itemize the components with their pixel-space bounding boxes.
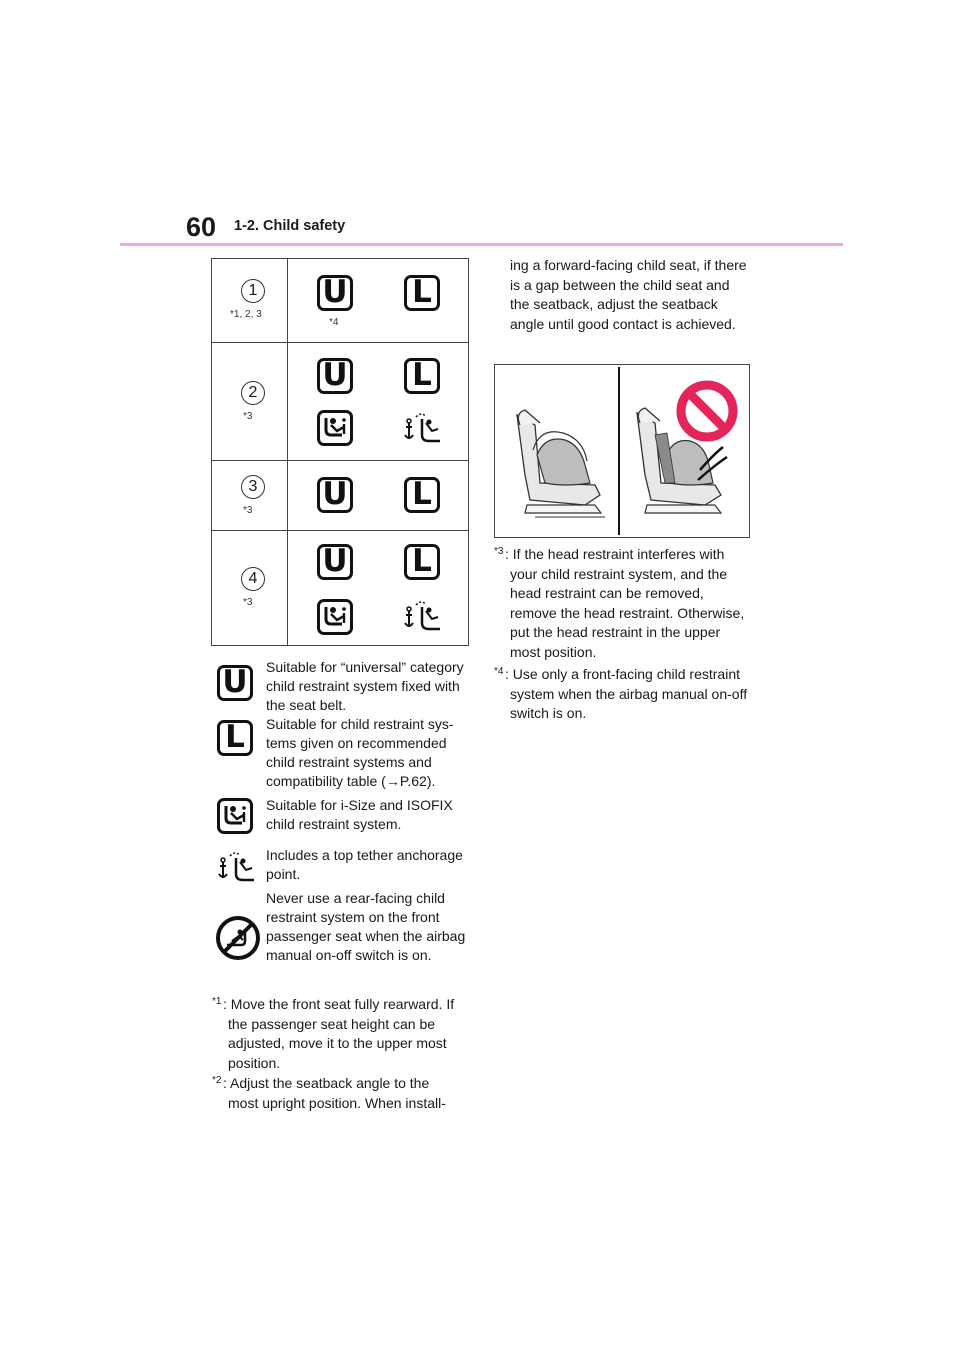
u-icon: U	[317, 358, 353, 394]
footnote-lead: : Use only a front-facing child restraint	[505, 666, 740, 682]
l-icon: L	[404, 275, 440, 311]
position-number: 1	[241, 279, 265, 303]
footnote-mark: *3	[494, 546, 504, 557]
footnote-2-continued: ing a forward-facing child seat, if there is a gap between the child seat and the seatback, adjust the seatback angle until good contact is achieved.	[510, 257, 747, 332]
position-number: 4	[241, 567, 265, 591]
u-note: *4	[329, 317, 339, 328]
table-row	[212, 343, 468, 461]
legend-universal: Suitable for “universal” category child restraint system fixed with the seat belt.	[266, 659, 464, 713]
row-notes: *3	[243, 411, 253, 422]
footnote-lead: : Adjust the seatback angle to the	[223, 1075, 430, 1091]
footnote-mark: *4	[494, 666, 504, 677]
footnote-lead: : If the head restraint interferes with	[505, 546, 725, 562]
top-tether-anchor-icon	[216, 848, 258, 886]
l-icon: L	[404, 477, 440, 513]
l-icon: L	[217, 720, 253, 756]
footnote-2	[212, 1074, 470, 1113]
seat-position-table	[211, 258, 469, 646]
table-row	[212, 461, 468, 531]
u-icon: U	[317, 544, 353, 580]
footnote-mark: *1	[212, 996, 222, 1007]
top-tether-anchor-icon	[402, 597, 444, 635]
row-notes: *3	[243, 597, 253, 608]
legend-no-rear-facing: Never use a rear-facing child restraint system on the front passenger seat when the airbag manual on-off switch is on.	[266, 890, 466, 963]
header-divider	[120, 243, 843, 246]
isofix-seat-icon	[317, 599, 353, 635]
page-number: 60	[186, 212, 217, 242]
position-number: 2	[241, 381, 265, 405]
legend-tether: Includes a top tether anchorage point.	[266, 847, 463, 882]
footnote-mark: *2	[212, 1075, 222, 1086]
l-icon: L	[404, 544, 440, 580]
u-icon: U	[317, 275, 353, 311]
footnote-4	[494, 665, 750, 724]
footnote-text: your child restraint system, and the head restraint can be removed, remove the head restraint. Otherwise, put the head restraint in the upper most position.	[510, 565, 745, 660]
l-icon: L	[404, 358, 440, 394]
u-icon: U	[317, 477, 353, 513]
no-rear-facing-icon	[215, 915, 261, 961]
footnote-text: most upright position. When install-	[228, 1094, 446, 1111]
legend-isofix: Suitable for i-Size and ISOFIX child restraint system.	[266, 797, 453, 832]
row-notes: *3	[243, 505, 253, 516]
section-title: 1-2. Child safety	[234, 218, 346, 234]
footnote-1	[212, 995, 470, 1073]
legend-recommended: Suitable for child restraint sys-tems given on recommended child restraint systems and compatibility table (→P.62).	[266, 716, 454, 789]
footnote-lead: : Move the front seat fully rearward. If	[223, 996, 455, 1012]
table-row	[212, 259, 468, 343]
footnote-text: system when the airbag manual on-off switch is on.	[510, 685, 748, 721]
footnote-text: the passenger seat height can be adjusted, move it to the upper most position.	[228, 1015, 447, 1071]
position-number: 3	[241, 475, 265, 499]
table-row	[212, 531, 468, 647]
top-tether-anchor-icon	[402, 409, 444, 447]
row-notes: *1, 2, 3	[230, 309, 262, 320]
seat-illustration	[494, 364, 750, 538]
isofix-seat-icon	[217, 798, 253, 834]
isofix-seat-icon	[317, 410, 353, 446]
footnote-3	[494, 545, 750, 662]
u-icon: U	[217, 665, 253, 701]
